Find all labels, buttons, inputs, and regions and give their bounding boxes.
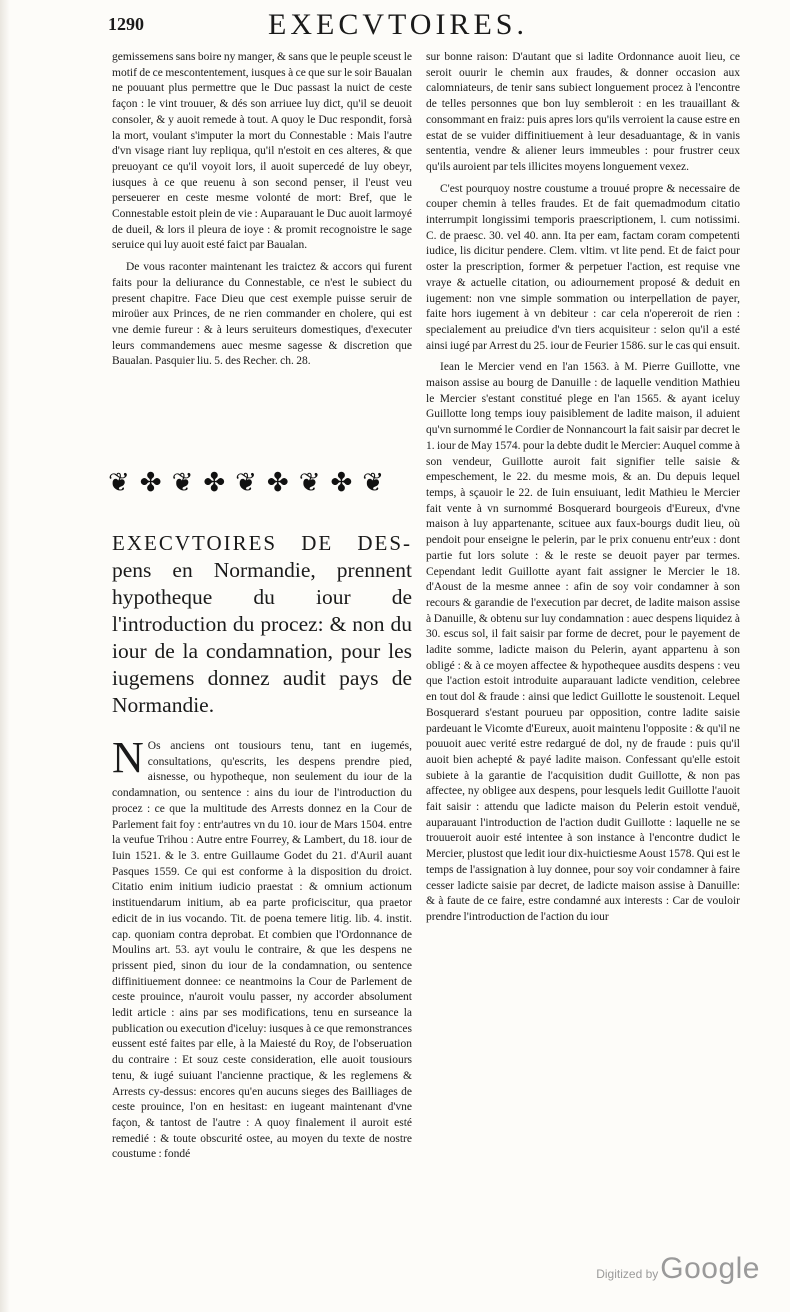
paragraph: gemissemens sans boire ny manger, & sans que le peuple sceust le motif de ce mescontentement, iusques à ce que sur le soir Baualan ne pouuant plus permettre que le Duc passast la nuict de ceste façon : le vint trouuer, & dés son arriuee luy dict, qu'il se deuoit consoler, & y auoit remede à tout. A quoy le Duc respondit, forsà la mort, voulant s'imputer la mort du Connestable : Mais l'autre d'vn visage riant luy repliqua, qu'il n'estoit en ces alteres, & que preuoyant ce qu'il voyoit lors, il auoit supercedé de luy obeyr, iusques à ce que reuenu à son second penser, il l'eust veu perseuerer en ceste mesme volonté de mort: Bref, que le Connestable estoit plein de vie : Auparauant le Duc auoit larmoyé de dueil, & lors il pleura de ioye : & promit recognoistre le sage seruice qui luy auoit esté faict par Baualan. [112, 51, 412, 252]
section-title-rest: pens en Normandie, prennent hypotheque du iour de l'introduction du procez: & non du iour de la condamnation, pour les iugemens donnez audit pays de Normandie. [112, 558, 412, 718]
google-watermark [596, 1252, 760, 1286]
page-header [108, 8, 780, 56]
paragraph: C'est pourquoy nostre coustume a trouué propre & necessaire de couper chemin à telles fraudes. Et de fait quemadmodum citatio interrumpit longissimi temporis praescriptionem, l. cum notissimi. C. de praesc. 30. vel 40. ann. Ita per eam, factam coram competenti iudice, lis dicitur pendere. Clem. vltim. vt lite pend. Et de faict pour oster la prescription, former & perpetuer l'action, est requise vne vraye & actuelle citation, ou adiournement proposé & deduit en iugement: non vne simple sommation ou interpellation de payer, faite hors iugement à vn debiteur : car cela n'opereroit de rien : specialement au preiudice d'vn tiers acquisiteur : selon qu'il a esté ainsi iugé par Arrest du 25. iour de Feurier 1586. sur le cas qui ensuit. [426, 182, 740, 352]
watermark-prefix: Digitized by [596, 1267, 659, 1281]
drop-cap: N [112, 733, 144, 783]
main-paragraph [112, 733, 412, 1163]
paragraph: De vous raconter maintenant les traictez & accors qui furent faits pour la deliurance du Connestable, ce n'est le subiect du present chapitre. Face Dieu que cest exemple puisse seruir de miroüer aux Princes, de ne rien commander en cholere, qui est vne demie fureur : & à leurs seruiteurs domestiques, d'executer leurs commandemens auec mesme sagesse & discretion que Baualan. Pasquier liu. 5. des Recher. ch. 28. [112, 261, 412, 368]
section-title [112, 530, 412, 719]
page-number: 1290 [108, 14, 144, 34]
google-logo: Google [660, 1252, 760, 1285]
paragraph: Iean le Mercier vend en l'an 1563. à M. Pierre Guillotte, vne maison assise au bourg de Danuille : de laquelle vendition Mathieu le Mercier s'estant constitué plege en l'an 1565. & ayant iceluy Guillotte long temps iouy paisiblement de ladite maison, il aduient qu'vn surnommé le Cordier de Nonnancourt la fait saisir par decret le 1. iour de May 1574. pour la debte dudit le Mercier: Auquel comme à son vendeur, Guillotte auroit fait signifier telle saisie & empeschement, le 22. du mesme mois, & an. Du depuis lequel temps, à sçauoir le 22. de Iuin ensuiuant, ledit Mathieu le Mercier fait vente à vn surnommé Bosquerard bourgeois d'Eureux, d'vne maison à luy appartenante, scituee aux faux-bourgs dudit lieu, où pendoit pour enseigne le pelerin, par le prix conuenu entr'eux : dont partie fut lors solute : & le reste se deuoit payer par termes. Cependant ledit Guillotte ayant fait assigner le Mercier le 18. d'Aoust de la mesme annee : afin de soy voir condamner à son recours & garandie de l'execution par decret, de ladite maison assise à Danuille, & obtenu sur luy condamnation : auec despens liquidez à 30. escus sol, il fait saisir par forme de decret, pour le payement de ladite somme, ladicte maison du Pelerin, ayant appartenu à son obligé : & à ce moyen affectee & hypothequee ausdits despens : veu que l'action estoit introduite auparauant ladicte vendition, celebree en tout dol & fraude : ainsi que ledict Guillotte le soustenoit. Lequel Bosquerard s'estant pourueu par opposition, contre ladite saisie pardeuant le Vicomte d'Eureux, auoit maintenu l'opposite : & qu'il ne pouuoit auec verité estre redargué de dol, ny de fraude : puis qu'il auoit bien achepté & payé ladite maison. Confessant qu'elle estoit subiete à la garantie de l'acquisition dudit Guillotte, & non pas affectee, ny obligee aux despens, pour lesquels ledit Guillotte l'auoit fait saisir : attendu que ladicte maison du Pelerin estoit venduë, auparauant l'introduction de l'action dudit Guillotte : laquelle ne se trouueroit auoir esté intentee à son instance à l'encontre dudict le Mercier, plustost que ledit iour dix-huictiesme Aoust 1578. Qui est le temps de l'assignation à luy donnee, pour soy voir condamner à faire cesser ladicte saisie par decret, de ladicte maison assise à Danuille: & à faute de ce faire, estre condamné aux interests : Car de vouloir prendre l'introduction de l'action du iour [426, 361, 740, 923]
left-column [108, 50, 412, 1169]
section-title-caps: EXECVTOIRES DE DES- [112, 531, 412, 556]
right-column [426, 50, 740, 932]
page-spine-shadow [0, 0, 10, 1312]
main-paragraph-text: Os anciens ont tousiours tenu, tant en iugemés, consultations, qu'escrits, les despens prendre pied, aisnesse, ou hypotheque, non seulement du iour de la condamnation, ou sentence : ains du iour de l'introduction du procez : ce que la multitude des Arrests donnez en la Cour de Parlement fait foy : entr'autres vn du 10. iour de Mars 1504. entre la veufue Trihou : Autre entre Fourrey, & Lambert, du 18. iour de Iuin 1521. & le 3. entre Guillaume Godet du 21. d'Auril auant Pasques 1559. Ce qui est conforme à la disposition du droict. Citatio enim initium iudicio praestat : & omnium actionum instituendarum initium, ab ea parte proficiscitur, qua praetor edicit de in ius vocando. Tit. de poena temere litig. lib. 4. instit. cap. quoniam contra deprobat. Et combien que l'Ordonnance de Moulins art. 53. ayt voulu le contraire, & que les despens ne prissent pied, sinon du iour de la condamnation, ou sentence diffinitiuement donnee: ce neantmoins la Cour de Parlement de ceste prouince, n'auroit voulu passer, ny accorder absolument ledit article : ains par ses modifications, tenu en surseance la publication ou execution d'iceluy: iusques à ce que remonstrances eussent esté faites par elle, à la Maiesté du Roy, de l'obseruation du contraire : Et souz ceste consideration, elle auoit tousiours tenu, & iugé suiuant l'ancienne practique, & les reglemens & Arrests cy-dessus: encores qu'en aucuns sieges des Bailliages de ceste prouince, l'on en hesitast: en iugeant maintenant d'vne façon, & tantost de l'autre : A quoy finalement il auroit esté remedié : & toute obscurité ostee, au moyen du texte de nostre coustume : fondé [112, 740, 412, 1161]
running-head: EXECVTOIRES. [268, 8, 528, 41]
ornamental-band-icon [108, 450, 412, 516]
paragraph: sur bonne raison: D'autant que si ladite Ordonnance auoit lieu, ce seroit ouurir le chemin aux fraudes, & donner occasion aux calomniateurs, de tenir sans subiect longuement procez à l'encontre de telles personnes que bon luy sembleroit : en les trauaillant & consommant en fraiz: puis apres lors qu'ils verroient la cause estre en estat de se vuider diffinitiuement à leur desaduantage, & in vanis sententia, vendre & aliener leurs immeubles : pour frustrer ceux qu'ils auroient par tels illicites moyens longuement vexez. [426, 51, 740, 173]
ornament-glyphs: ❦ ✤ ❦ ✤ ❦ ✤ ❦ ✤ ❦ [108, 468, 387, 498]
